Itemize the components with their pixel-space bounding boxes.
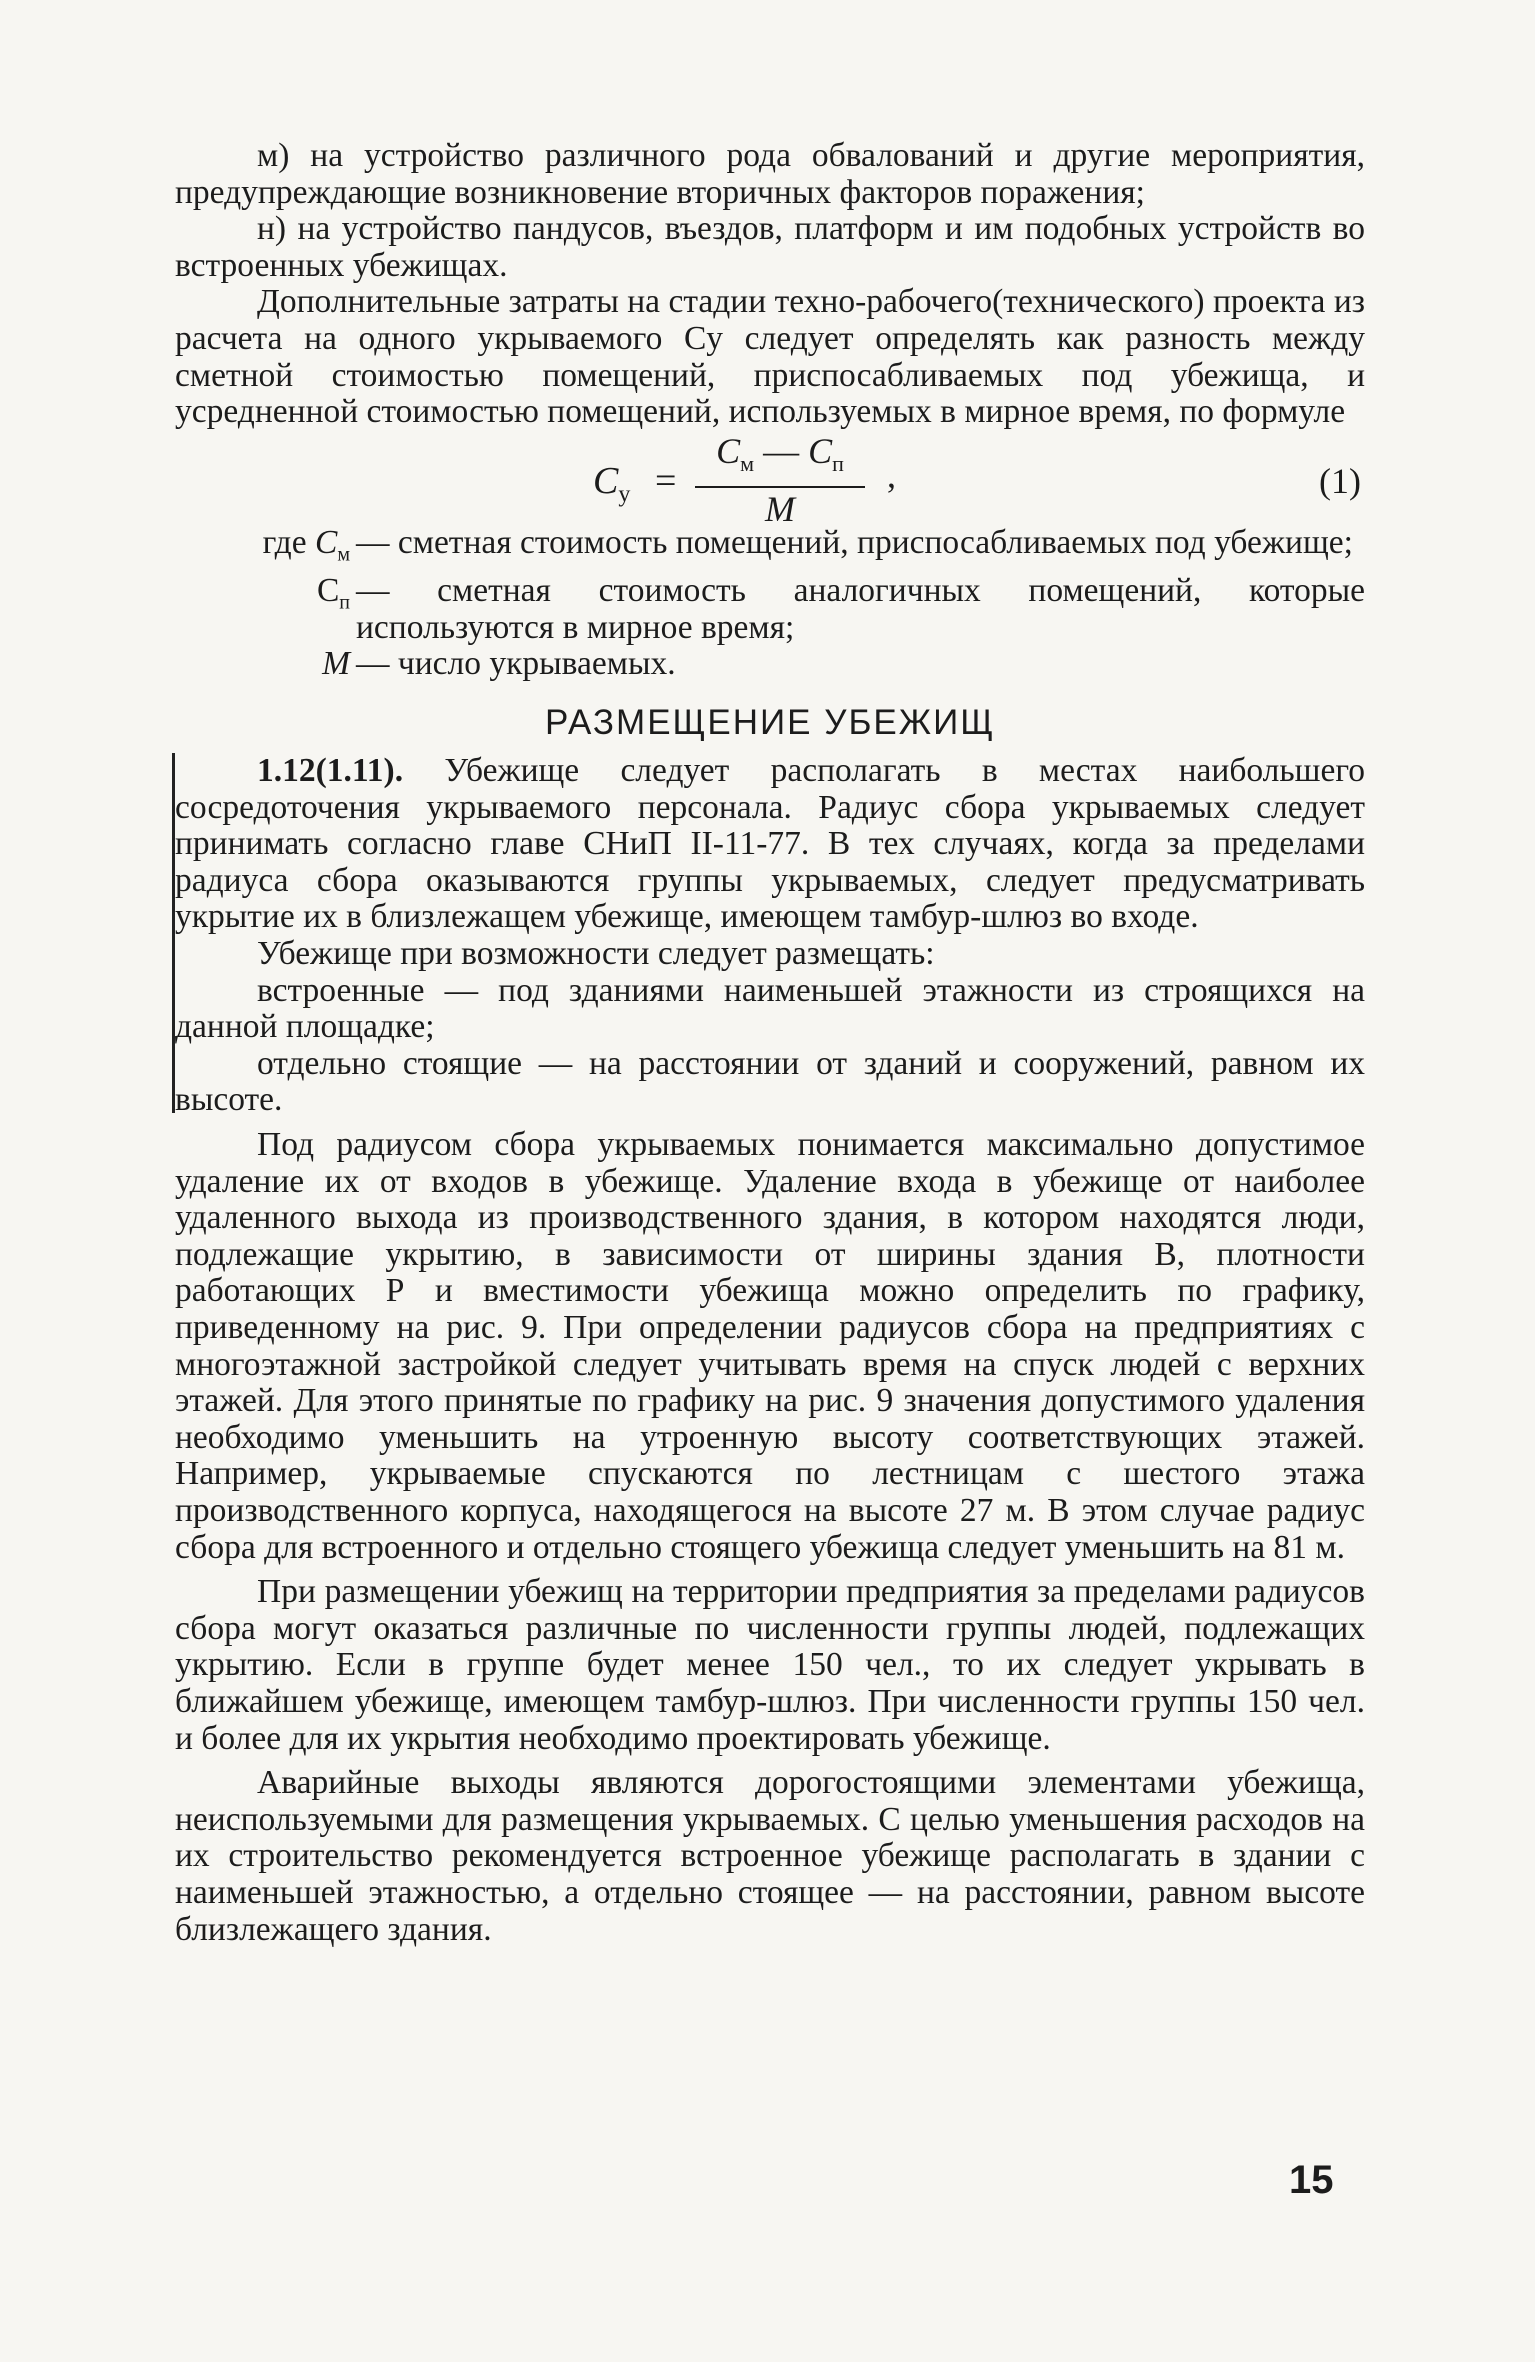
item-n-paragraph: н) на устройство пандусов, въездов, платформ и им подобных устройств во встроенных убежищах. xyxy=(175,210,1365,284)
placement-intro: Убежище при возможности следует размещать: xyxy=(257,935,935,973)
revised-block xyxy=(175,753,1365,1119)
formula-1 xyxy=(175,430,1365,529)
definition-item: M — число укрываемых. xyxy=(322,645,676,683)
change-marker-bar xyxy=(172,753,175,1113)
formula-number: (1) xyxy=(1319,460,1361,501)
placement-built-in: встроенные — под зданиями наименьшей этажности из строящихся на данной площадке; xyxy=(175,971,1365,1046)
placement-detached: отдельно стоящие — на расстоянии от зданий и сооружений, равном их высоте. xyxy=(175,1044,1365,1119)
formula-lhs: $C_у$ xyxy=(593,459,631,508)
item-m-paragraph: м) на устройство различного рода обвалований и другие мероприятия, предупреждающие возникновение вторичных факторов поражения; xyxy=(175,137,1365,211)
definition-item: $C_п$ — сметная стоимость аналогичных помещений, которые используются в мирное время; xyxy=(316,572,1365,646)
formula-denominator: M xyxy=(765,488,795,529)
definitions-list xyxy=(175,525,1365,695)
formula-comma: , xyxy=(887,454,896,495)
formula-equals: = xyxy=(655,459,677,502)
groups-paragraph: При размещении убежищ на территории предприятия за пределами радиусов сбора могут оказаться различные по численности группы людей, подлежащих укрытию. Если в группе будет менее 150 чел., то их следует укрывать в ближайшем убежище, имеющем тамбур-шлюз. При численности группы 150 чел. и более для их укрытия необходимо проектировать убежище. xyxy=(175,1573,1365,1757)
radius-paragraph: Под радиусом сбора укрываемых понимается максимально допустимое удаление их от входов в убежище. Удаление входа в убежище от наиболее удаленного выхода из производственного здания, в котором находятся люди, подлежащие укрытию, в зависимости от ширины здания В, плотности работающих Р и вместимости убежища можно определить по графику, приведенному на рис. 9. При определении радиусов сбора на предприятиях с многоэтажной застройкой следует учитывать время на спуск людей с верхних этажей. Для этого принятые по графику на рис. 9 значения допустимого удаления необходимо уменьшить на утроенную высоту соответствующих этажей. Например, укрываемые спускаются по лестницам с шестого этажа производственного корпуса, находящегося на высоте 27 м. В этом случае радиус сбора для встроенного и отдельно стоящего убежища следует уменьшить на 81 м. xyxy=(175,1126,1365,1566)
exits-paragraph: Аварийные выходы являются дорогостоящими элементами убежища, неиспользуемыми для размещения укрываемых. С целью уменьшения расходов на их строительство рекомендуется встроенное убежище располагать в здании с наименьшей этажностью, а отдельно стоящее — на расстоянии, равном высоте близлежащего здания. xyxy=(175,1764,1365,1948)
formula-fraction xyxy=(695,431,865,530)
body-text xyxy=(175,138,1365,1948)
clause-1-12: 1.12(1.11). Убежище следует располагать в местах наибольшего сосредоточения укрываемого персонала. Радиус сбора укрываемых следует принимать согласно главе СНиП II-11-77. В тех случаях, когда за пределами радиуса сбора оказываются группы укрываемых, следует предусматривать укрытие их в близлежащем убежище, имеющем тамбур-шлюз во входе. xyxy=(175,752,1365,936)
formula-numerator: $C_м$ — $C_п$ xyxy=(695,431,865,488)
page-number: 15 xyxy=(1289,2158,1334,2202)
additional-costs-paragraph: Дополнительные затраты на стадии техно-рабочего(технического) проекта из расчета на одного укрываемого Cу следует определять как разность между сметной стоимостью помещений, приспосабливаемых под убежища, и усредненной стоимостью помещений, используемых в мирное время, по формуле xyxy=(175,283,1365,431)
clause-number: 1.12(1.11). xyxy=(257,752,404,790)
definition-item: где $C_м$ — сметная стоимость помещений, приспосабливаемых под убежище; xyxy=(262,523,1353,566)
section-heading: РАЗМЕЩЕНИЕ УБЕЖИЩ xyxy=(544,702,996,742)
